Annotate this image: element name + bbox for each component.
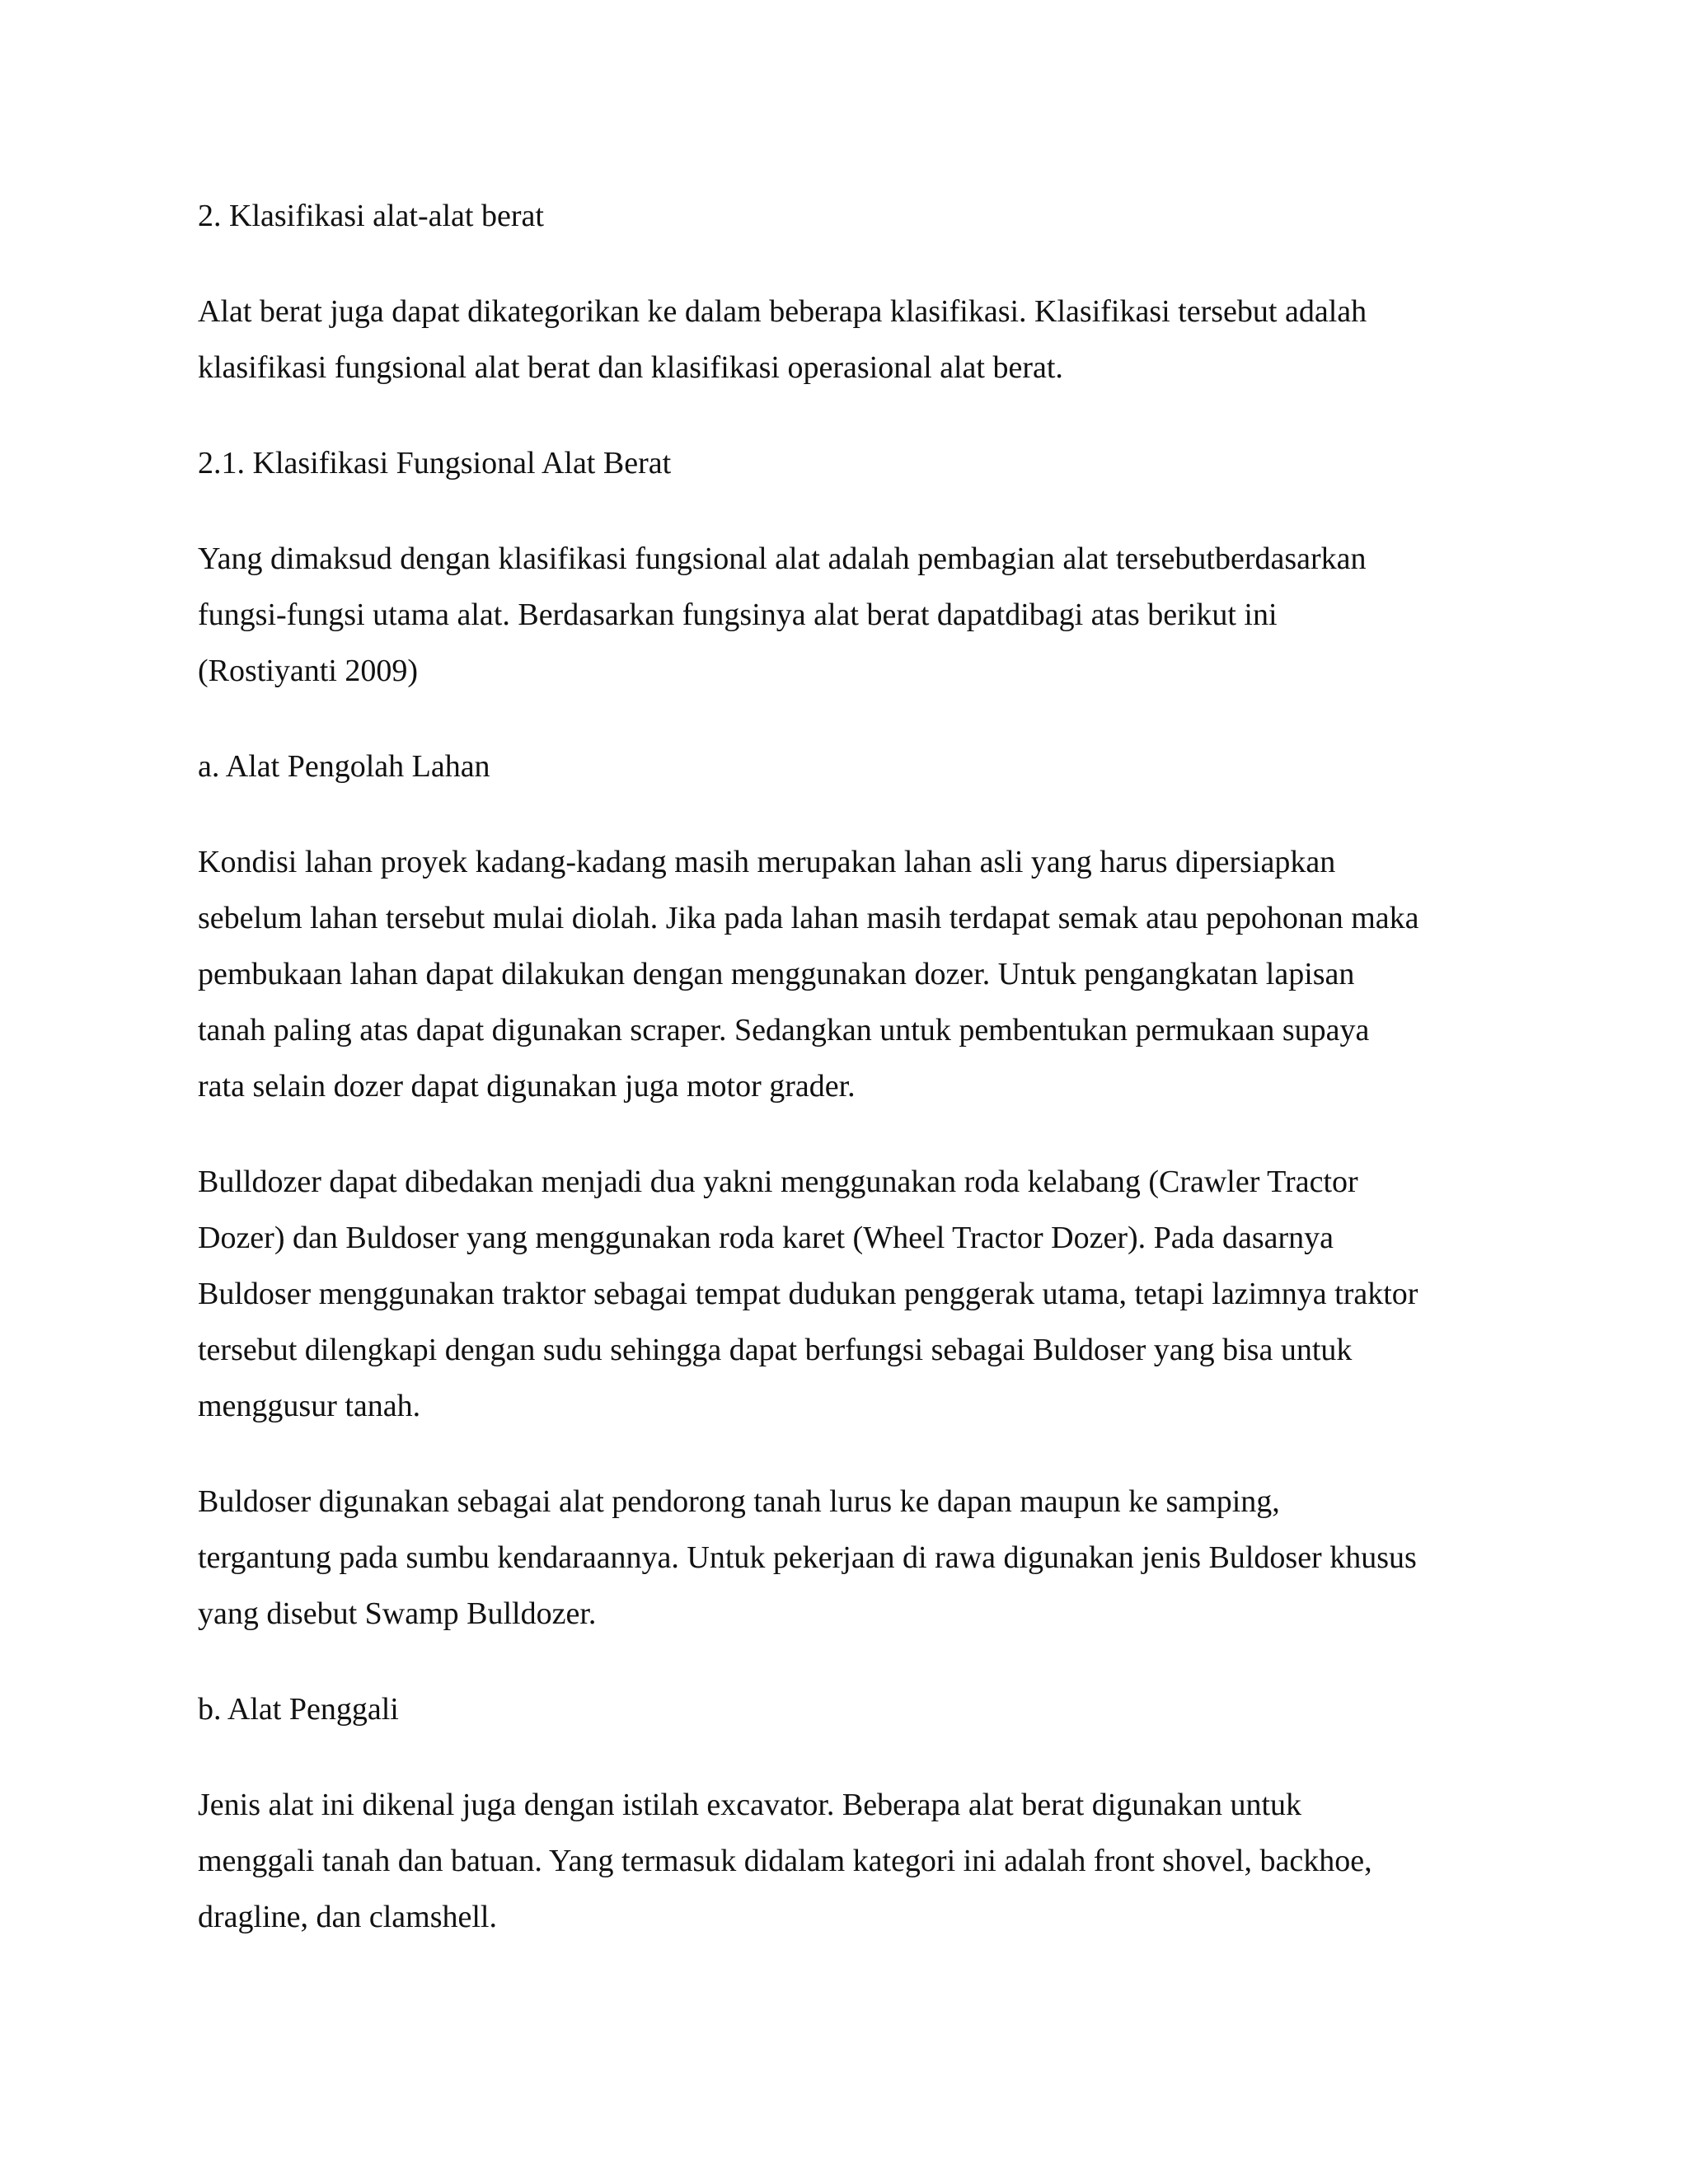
text-line: 2.1. Klasifikasi Fungsional Alat Berat [198,446,672,480]
text-line: Bulldozer dapat dibedakan menjadi dua yakni menggunakan roda kelabang (Crawler Tractor [198,1165,1358,1199]
text-line: tanah paling atas dapat digunakan scraper. Sedangkan untuk pembentukan permukaan supaya [198,1013,1370,1047]
text-line: pembukaan lahan dapat dilakukan dengan menggunakan dozer. Untuk pengangkatan lapisan [198,957,1355,991]
paragraph [198,1777,1533,1945]
subsection-heading [198,738,1533,794]
text-line: (Rostiyanti 2009) [198,654,419,688]
text-line: b. Alat Penggali [198,1692,399,1727]
text-line: tersebut dilengkapi dengan sudu sehingga dapat berfungsi sebagai Buldoser yang bisa untuk [198,1333,1353,1367]
paragraph [198,1154,1533,1434]
text-line: dragline, dan clamshell. [198,1900,497,1934]
text-line: sebelum lahan tersebut mulai diolah. Jika pada lahan masih terdapat semak atau pepohonan maka [198,901,1419,935]
text-line: Buldoser menggunakan traktor sebagai tempat dudukan penggerak utama, tetapi lazimnya traktor [198,1277,1418,1311]
text-line: Buldoser digunakan sebagai alat pendorong tanah lurus ke dapan maupun ke samping, [198,1484,1280,1519]
section-heading [198,435,1533,491]
text-line: Dozer) dan Buldoser yang menggunakan roda karet (Wheel Tractor Dozer). Pada dasarnya [198,1221,1334,1255]
text-line: Jenis alat ini dikenal juga dengan istilah excavator. Beberapa alat berat digunakan untuk [198,1788,1302,1822]
paragraph [198,531,1533,699]
text-line: Alat berat juga dapat dikategorikan ke dalam beberapa klasifikasi. Klasifikasi tersebut adalah [198,294,1367,329]
text-line: Yang dimaksud dengan klasifikasi fungsional alat adalah pembagian alat tersebutberdasarkan [198,541,1367,576]
document-page [198,188,1533,1985]
text-line: menggusur tanah. [198,1389,421,1423]
text-line: rata selain dozer dapat digunakan juga motor grader. [198,1069,856,1104]
text-line: menggali tanah dan batuan. Yang termasuk didalam kategori ini adalah front shovel, backhoe, [198,1844,1372,1878]
text-line: Kondisi lahan proyek kadang-kadang masih merupakan lahan asli yang harus dipersiapkan [198,845,1336,879]
text-line: klasifikasi fungsional alat berat dan klasifikasi operasional alat berat. [198,350,1063,385]
section-heading [198,188,1533,244]
text-line: tergantung pada sumbu kendaraannya. Untuk pekerjaan di rawa digunakan jenis Buldoser khusus [198,1540,1417,1575]
text-line: a. Alat Pengolah Lahan [198,749,490,784]
paragraph [198,1474,1533,1642]
subsection-heading [198,1681,1533,1737]
text-line: yang disebut Swamp Bulldozer. [198,1596,597,1631]
paragraph [198,284,1533,396]
paragraph [198,834,1533,1114]
text-line: fungsi-fungsi utama alat. Berdasarkan fungsinya alat berat dapatdibagi atas berikut ini [198,598,1278,632]
text-line: 2. Klasifikasi alat-alat berat [198,199,544,233]
